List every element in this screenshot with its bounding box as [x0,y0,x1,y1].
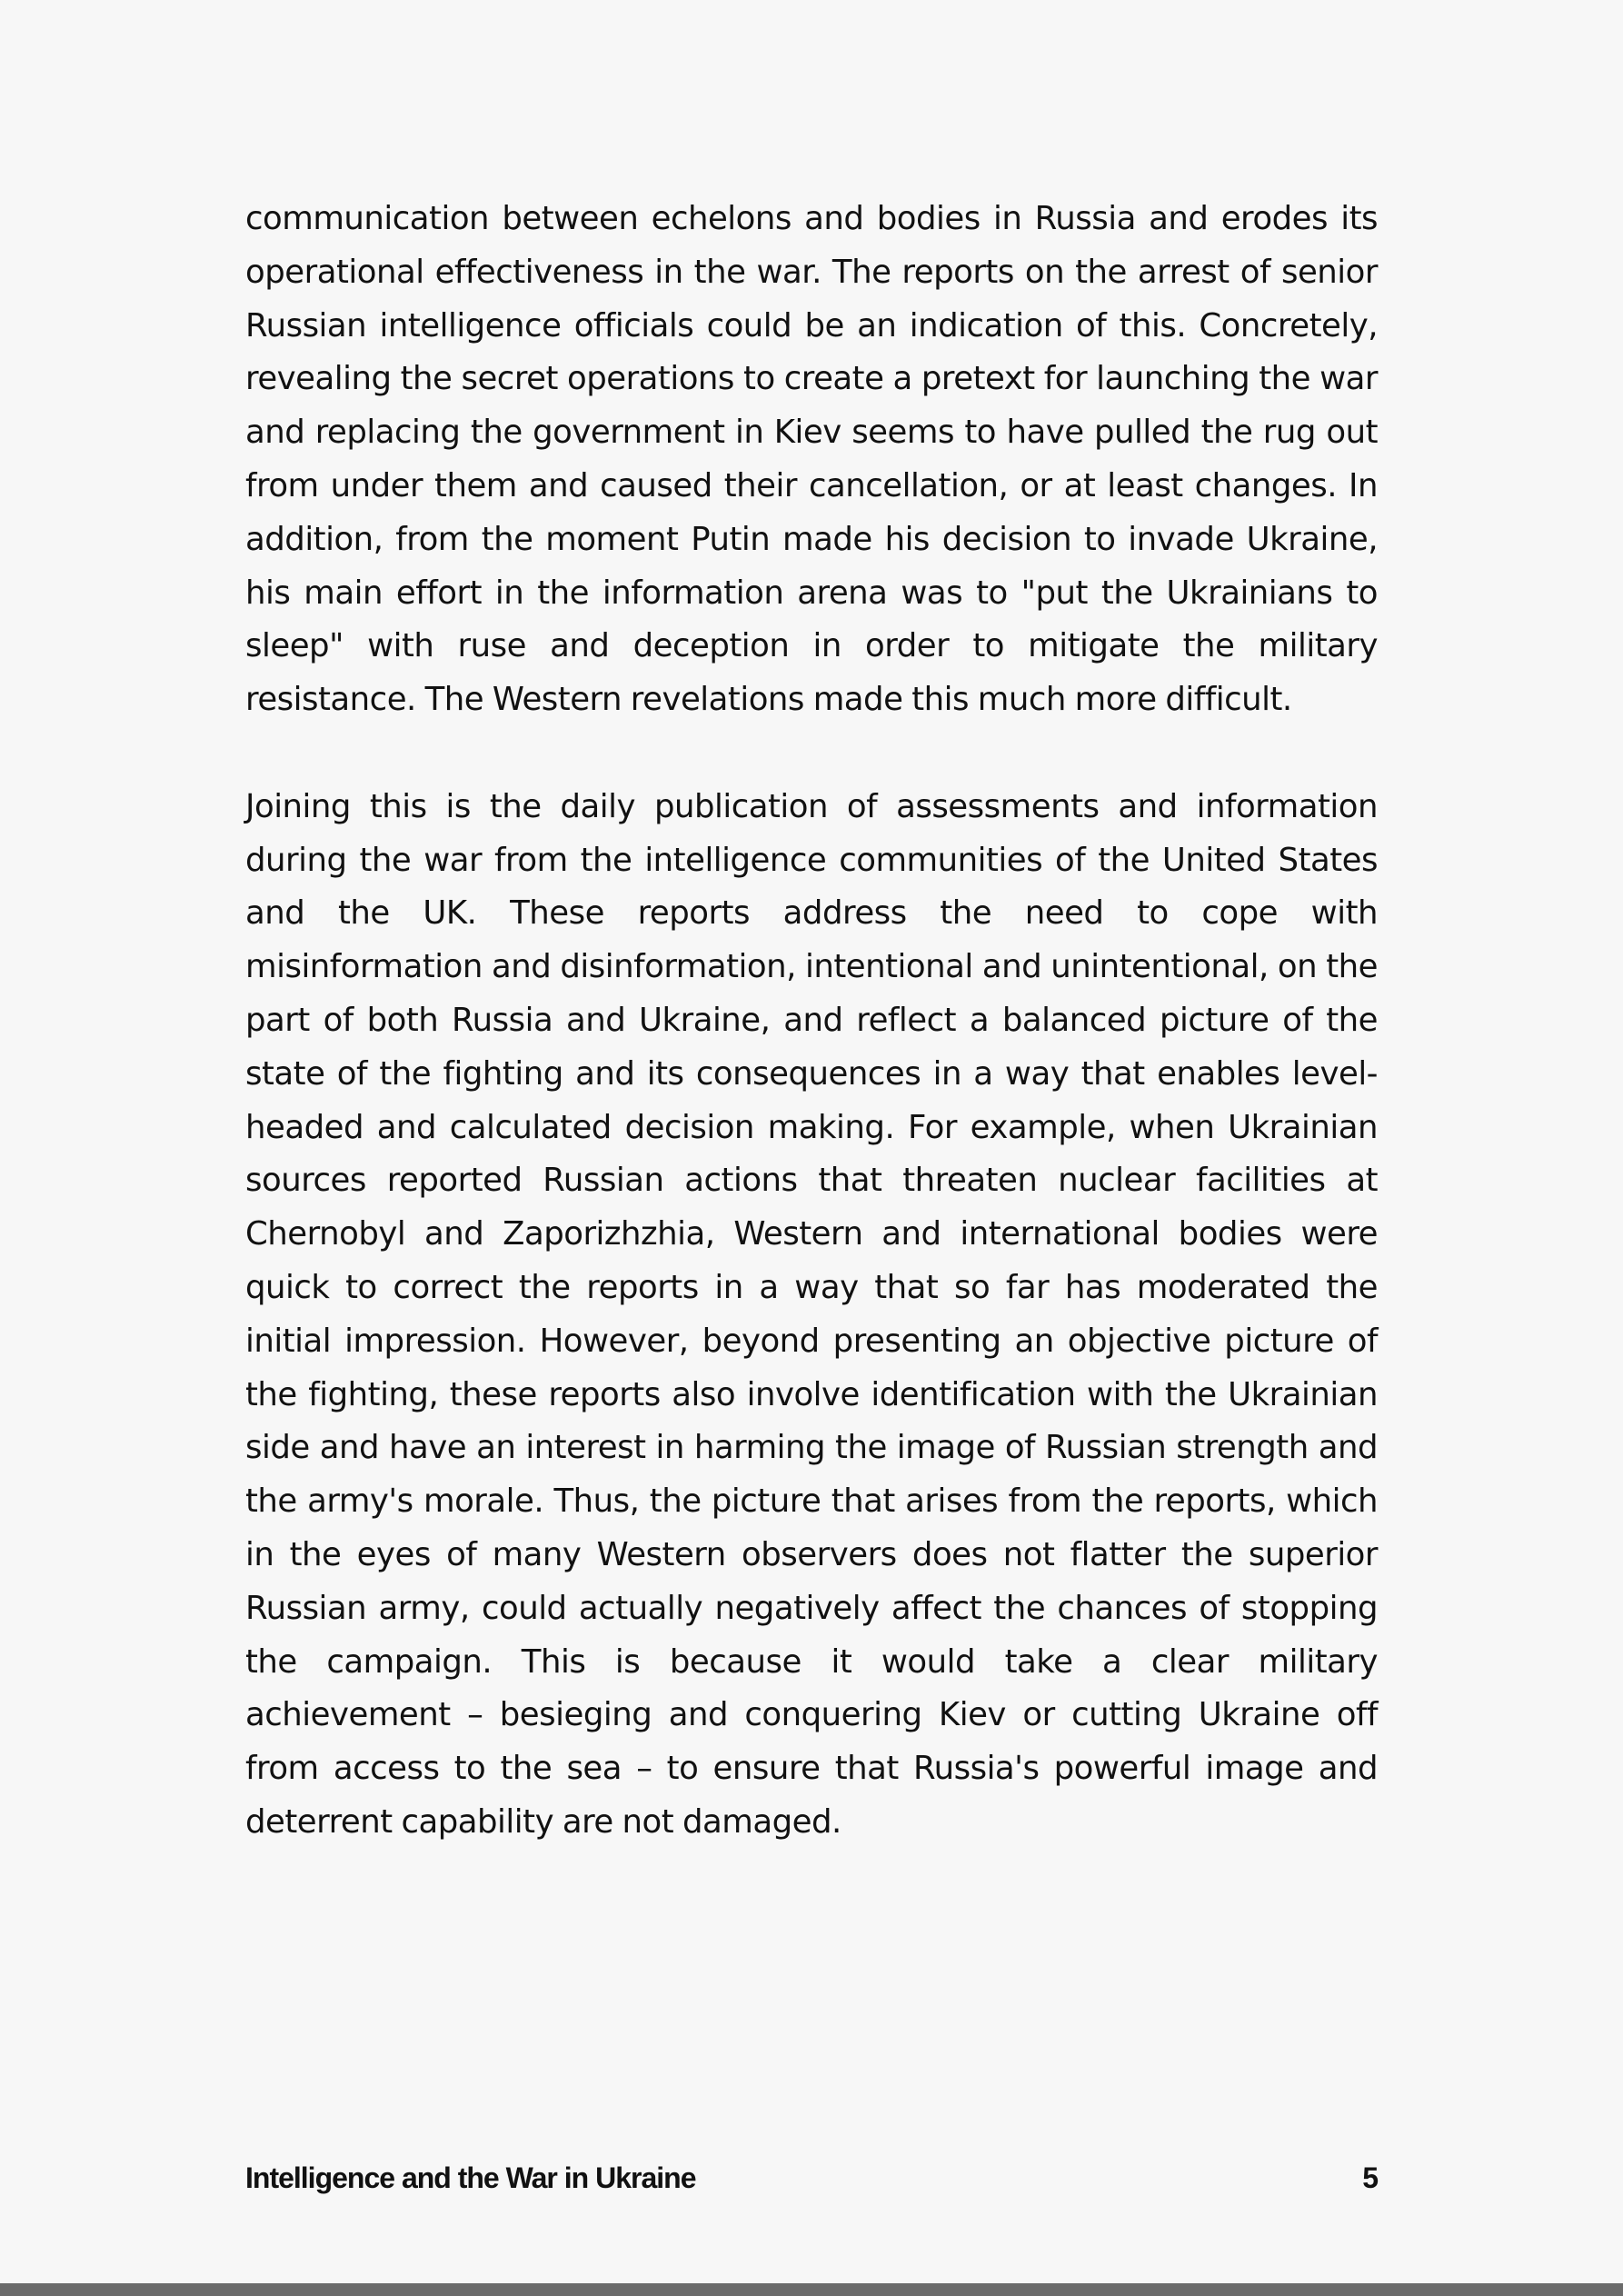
body-paragraph-2: Joining this is the daily publication of assessments and information during the war from the intelligence communities of the United States and the UK. These reports address the need to cope with misinformation and disinformation, intentional and unintentional, on the part of both Russia and Ukraine, and reflect a balanced picture of the state of the fighting and its consequences in a way that enables level-headed and calculated decision making. For example, when Ukrainian sources reported Russian actions that threaten nuclear facilities at Chernobyl and Zaporizhzhia, Western and international bodies were quick to correct the reports in a way that so far has moderated the initial impression. However, beyond presenting an objective picture of the fighting, these reports also involve identification with the Ukrainian side and have an interest in harming the image of Russian strength and the army's morale. Thus, the picture that arises from the reports, which in the eyes of many Western observers does not flatter the superior Russian army, could actually negatively affect the chances of stopping the campaign. This is because it would take a clear military achievement – besieging and conquering Kiev or cutting Ukraine off from access to the sea – to ensure that Russia's powerful image and deterrent capability are not damaged. [245,787,1378,1841]
page-footer [245,2158,1378,2198]
body-paragraph-1: communication between echelons and bodies in Russia and erodes its operational effectiveness in the war. The reports on the arrest of senior Russian intelligence officials could be an indication of this. Concretely, revealing the secret operations to create a pretext for launching the war and replacing the government in Kiev seems to have pulled the rug out from under them and caused their cancellation, or at least changes. In addition, from the moment Putin made his decision to invade Ukraine, his main effort in the information arena was to "put the Ukrainians to sleep" with ruse and deception in order to mitigate the military resistance. The Western revelations made this much more difficult. [245,200,1378,719]
footer-document-title: Intelligence and the War in Ukraine [245,2161,696,2194]
document-body [245,193,1378,1850]
footer-page-number: 5 [1362,2161,1378,2194]
bottom-bar [0,2283,1623,2296]
